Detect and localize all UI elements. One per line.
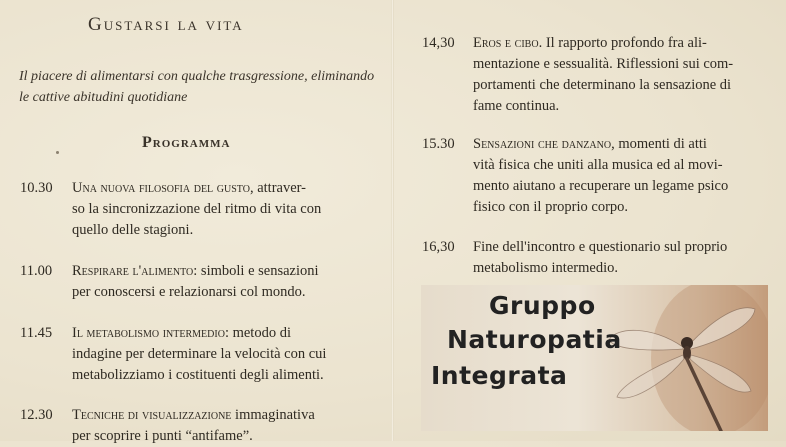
entry-text xyxy=(72,261,392,303)
entry-line: so la sincronizzazione del ritmo di vita con xyxy=(72,201,322,217)
entry-time: 14,30 xyxy=(422,35,455,51)
page-subtitle: Il piacere di alimentarsi con qualche trasgressione, eliminando le cattive abitudini quotidiane xyxy=(19,69,375,105)
entry-line: mentazione e sessualità. Riflessioni sui com- xyxy=(473,56,734,72)
entry-line: , attraver- xyxy=(249,180,307,196)
entry-text xyxy=(72,178,392,241)
entry-line: : metodo di xyxy=(224,325,291,341)
entry-title: Respirare l'alimento xyxy=(72,263,194,279)
banner-line-3: Integrata xyxy=(431,361,568,390)
entry-line: vità fisica che uniti alla musica ed al movi- xyxy=(473,157,723,173)
entry-text xyxy=(473,237,783,279)
entry-text xyxy=(473,134,783,218)
entry-time: 11.00 xyxy=(20,263,53,279)
entry-title: Eros e cibo xyxy=(473,35,539,51)
entry-time: 11.45 xyxy=(20,325,53,341)
entry-line: metabolismo intermedio. xyxy=(473,260,618,276)
entry-line: indagine per determinare la velocità con cui xyxy=(72,346,327,362)
entry-text xyxy=(473,33,783,117)
entry-line: immaginativa xyxy=(231,407,315,423)
entry-title: Tecniche di visualizzazione xyxy=(72,407,232,423)
entry-line: per scoprire i punti “antifame”. xyxy=(72,428,253,444)
naturopatia-banner xyxy=(421,285,768,431)
entry-line: fame continua. xyxy=(473,98,560,114)
entry-line: fisico con il proprio corpo. xyxy=(473,199,629,215)
entry-time: 10.30 xyxy=(20,180,53,196)
banner-line-1: Gruppo xyxy=(489,291,596,320)
entry-line: . Il rapporto profondo fra ali- xyxy=(538,35,707,51)
entry-line: , momenti di atti xyxy=(611,136,707,152)
entry-time: 15.30 xyxy=(422,136,455,152)
entry-line: portamenti che determinano la sensazione di xyxy=(473,77,732,93)
entry-line: quello delle stagioni. xyxy=(72,222,194,238)
entry-line: mento aiutano a recuperare un legame psico xyxy=(473,178,729,194)
paper-speck xyxy=(56,151,59,154)
entry-line: per conoscersi e relazionarsi col mondo. xyxy=(72,284,306,300)
entry-title: Il metabolismo intermedio xyxy=(72,325,225,341)
page-title: Gustarsi la vita xyxy=(88,14,244,35)
entry-title: Una nuova filosofia del gusto xyxy=(72,180,250,196)
entry-text xyxy=(72,323,392,386)
entry-title: Sensazioni che danzano xyxy=(473,136,612,152)
entry-time: 12.30 xyxy=(20,407,53,423)
entry-line: Fine dell'incontro e questionario sul proprio xyxy=(473,239,728,255)
banner-line-2: Naturopatia xyxy=(447,325,622,354)
program-heading: Programma xyxy=(142,134,231,151)
entry-line: : simboli e sensazioni xyxy=(193,263,319,279)
entry-time: 16,30 xyxy=(422,239,455,255)
entry-line: metabolizziamo i costituenti degli alimenti. xyxy=(72,367,324,383)
left-page xyxy=(0,0,392,444)
